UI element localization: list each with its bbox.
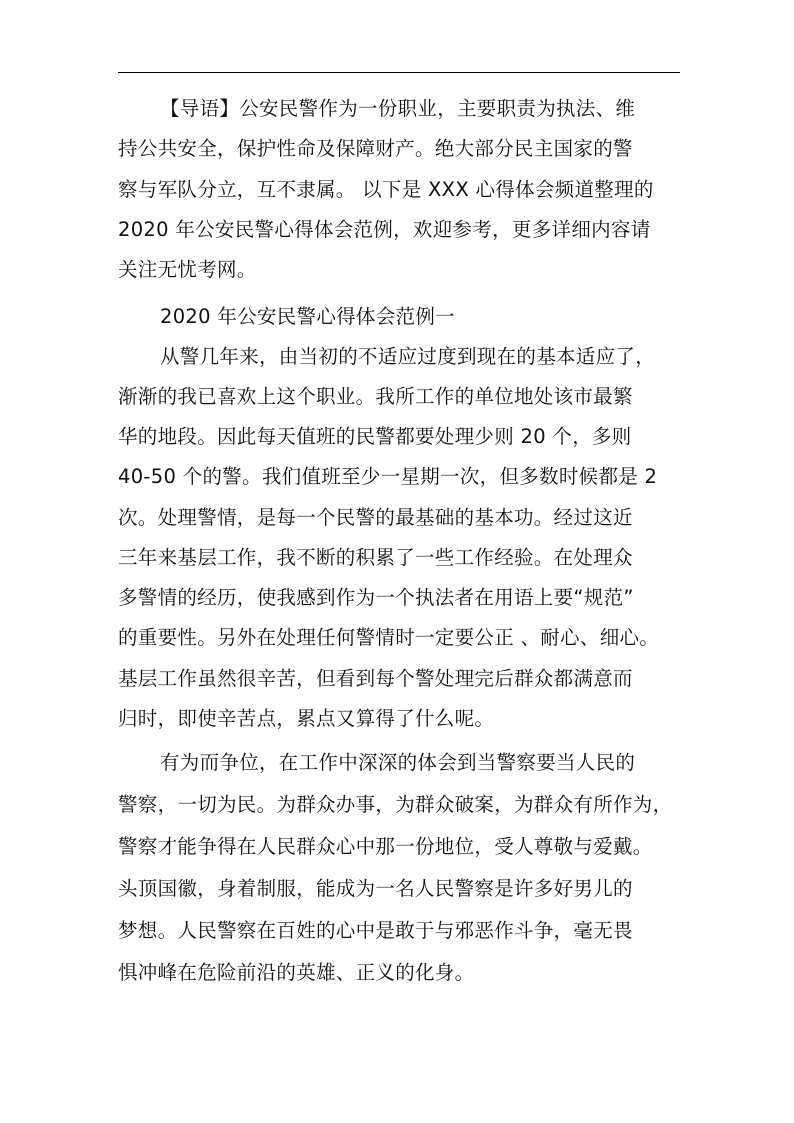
paragraph-2-line-8: 的重要性。另外在处理任何警情时一定要公正 、耐心、细心。 (118, 626, 660, 649)
paragraph-3-line-1: 有为而争位，在工作中深深的体会到当警察要当人民的 (160, 751, 636, 774)
paragraph-2-line-1: 从警几年来，由当初的不适应过度到现在的基本适应了， (160, 345, 656, 368)
paragraph-3-line-2: 警察，一切为民。为群众办事，为群众破案，为群众有所作为， (118, 793, 673, 816)
paragraph-2-line-4: 40-50 个的警。我们值班至少一星期一次，但多数时候都是 2 (118, 465, 658, 488)
paragraph-2-line-9: 基层工作虽然很辛苦，但看到每个警处理完后群众都满意而 (118, 667, 633, 690)
paragraph-3-line-4: 头顶国徽，身着制服，能成为一名人民警察是许多好男儿的 (118, 877, 633, 900)
paragraph-2-line-3: 华的地段。因此每天值班的民警都要处理少则 20 个，多则 (118, 425, 632, 448)
paragraph-2-line-6: 三年来基层工作，我不断的积累了一些工作经验。在处理众 (118, 546, 633, 569)
header-rule (118, 72, 680, 73)
paragraph-1-line-3: 察与军队分立，互不隶属。 以下是 XXX 心得体会频道整理的 (118, 178, 654, 201)
paragraph-2-line-5: 次。处理警情，是每一个民警的最基础的基本功。经过这近 (118, 506, 633, 529)
paragraph-3-line-6: 惧冲峰在危险前沿的英雄、正义的化身。 (118, 961, 475, 984)
paragraph-2-line-7: 多警情的经历，使我感到作为一个执法者在用语上要“规范” (118, 586, 634, 609)
paragraph-1-line-2: 持公共安全，保护性命及保障财产。绝大部分民主国家的警 (118, 137, 633, 160)
paragraph-3-line-5: 梦想。人民警察在百姓的心中是敢于与邪恶作斗争，毫无畏 (118, 919, 633, 942)
paragraph-1-line-5: 关注无忧考网。 (118, 258, 257, 281)
paragraph-1-line-1: 【导语】公安民警作为一份职业，主要职责为执法、维 (160, 97, 636, 120)
paragraph-2-line-2: 渐渐的我已喜欢上这个职业。我所工作的单位地处该市最繁 (118, 385, 633, 408)
paragraph-3-line-3: 警察才能争得在人民群众心中那一份地位，受人尊敬与爱戴。 (118, 835, 653, 858)
section-title: 2020 年公安民警心得体会范例一 (160, 305, 455, 328)
paragraph-1-line-4: 2020 年公安民警心得体会范例，欢迎参考，更多详细内容请 (118, 218, 651, 241)
paragraph-2-line-10: 归时，即使辛苦点，累点又算得了什么呢。 (118, 707, 495, 730)
